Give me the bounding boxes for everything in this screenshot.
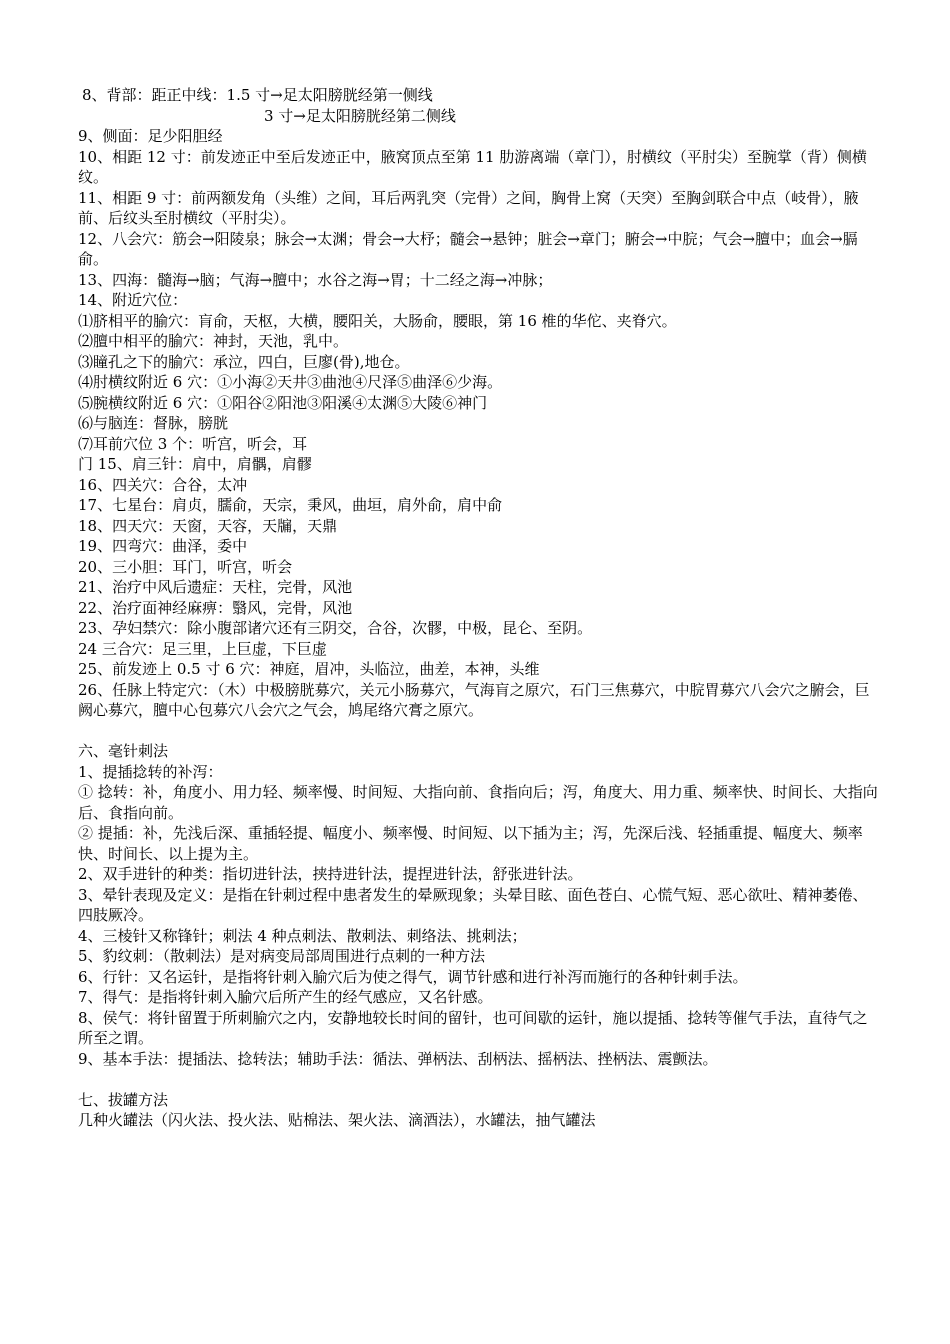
line-needling-twirl: ① 捻转：补，角度小、用力轻、频率慢、时间短、大指向前、食指向后；泻，角度大、用力重、频率快、时间长、大指向后、食指向前。 — [78, 783, 878, 822]
line-22: 22、治疗面神经麻痹：翳风，完骨，风池 — [78, 598, 353, 617]
line-needling-2: 2、双手进针的种类：指切进针法，挟持进针法，提捏进针法，舒张进针法。 — [78, 865, 583, 883]
line-needling-7: 7、得气：是指将针刺入腧穴后所产生的经气感应，又名针感。 — [78, 988, 493, 1006]
line-nearby-4: ⑷肘横纹附近 6 穴：①小海②天井③曲池④尺泽⑤曲泽⑥少海。 — [78, 373, 503, 391]
line-nearby-7: ⑺耳前穴位 3 个：听宫，听会，耳 — [78, 434, 308, 453]
line-nearby-2: ⑵膻中相平的腧穴：神封，天池，乳中。 — [78, 332, 349, 350]
section-gap — [78, 721, 878, 742]
line-needling-lift: ② 提插：补，先浅后深、重插轻提、幅度小、频率慢、时间短、以下插为主；泻，先深后浅、轻插重提、幅度大、频率快、时间长、以上提为主。 — [78, 824, 863, 863]
line-needling-8: 8、侯气：将针留置于所刺腧穴之内，安静地较长时间的留针，也可间歇的运针，施以提插、捻转等催气手法，直待气之所至之谓。 — [78, 1008, 868, 1047]
line-needling-3: 3、晕针表现及定义：是指在针刺过程中患者发生的晕厥现象；头晕目眩、面色苍白、心慌气短、恶心欲吐、精神萎倦、四肢厥冷。 — [78, 885, 868, 924]
line-19: 19、四弯穴：曲泽，委中 — [78, 537, 248, 555]
line-needling-1: 1、提插捻转的补泻： — [78, 762, 223, 781]
line-9-cun: 11、相距 9 寸：前两额发角（头维）之间，耳后两乳突（完骨）之间，胸骨上窝（天突）至胸剑联合中点（岐骨），腋前、后纹头至肘横纹（平肘尖）。 — [78, 188, 859, 227]
line-back-2: 3 寸→足太阳膀胱经第二侧线 — [264, 106, 456, 125]
line-nearby-6: ⑹与脑连：督脉，膀胱 — [78, 414, 229, 432]
line-21: 21、治疗中风后遗症：天柱，完骨，风池 — [78, 578, 353, 596]
line-24: 24 三合穴：足三里，上巨虚，下巨虚 — [78, 639, 327, 658]
line-25: 25、前发迹上 0.5 寸 6 穴：神庭，眉冲，头临泣，曲差，本神，头维 — [78, 660, 540, 678]
line-23: 23、孕妇禁穴：除小腹部诸穴还有三阴交，合谷，次髎，中极，昆仑、至阴。 — [78, 619, 593, 637]
line-needling-5: 5、豹纹刺：（散刺法）是对病变局部周围进行点刺的一种方法 — [78, 947, 486, 965]
line-17: 17、七星台：肩贞，臑俞，天宗，秉风，曲垣，肩外俞，肩中俞 — [78, 496, 503, 514]
line-back-1: 8、背部：距正中线：1.5 寸→足太阳膀胱经第一侧线 — [82, 86, 433, 104]
line-nearby-3: ⑶瞳孔之下的腧穴：承泣，四白，巨廖(骨),地仓。 — [78, 352, 410, 371]
line-four-seas: 13、四海：髓海→脑；气海→膻中；水谷之海→胃；十二经之海→冲脉； — [78, 270, 553, 289]
section-heading-needling: 六、毫针刺法 — [78, 742, 169, 760]
line-20: 20、三小胆：耳门，听宫，听会 — [78, 557, 293, 576]
line-12-cun: 10、相距 12 寸：前发迹正中至后发迹正中，腋窝顶点至第 11 肋游离端（章门），肘横纹（平肘尖）至腕掌（背）侧横纹。 — [78, 147, 867, 186]
line-nearby-heading: 14、附近穴位： — [78, 291, 188, 309]
line-eight-meeting: 12、八会穴：筋会→阳陵泉；脉会→太渊；骨会→大杼；髓会→悬钟；脏会→章门；腑会→中脘；气会→膻中；血会→膈俞。 — [78, 229, 858, 268]
line-needling-9: 9、基本手法：提插法、捻转法；辅助手法：循法、弹柄法、刮柄法、摇柄法、挫柄法、震颤法。 — [78, 1049, 718, 1068]
line-needling-6: 6、行针：又名运针，是指将针刺入腧穴后为使之得气，调节针感和进行补泻而施行的各种针刺手法。 — [78, 967, 748, 986]
line-16: 16、四关穴：合谷，太冲 — [78, 475, 248, 494]
section-heading-cupping: 七、拔罐方法 — [78, 1090, 169, 1109]
line-18: 18、四天穴：天窗，天容，天牖，天鼎 — [78, 516, 338, 535]
line-nearby-1: ⑴脐相平的腧穴：肓俞，天枢，大横，腰阳关，大肠俞，腰眼，第 16 椎的华佗、夹脊穴。 — [78, 311, 677, 330]
line-15: 门 15、肩三针：肩中，肩髃，肩髎 — [78, 455, 312, 473]
line-cupping-methods: 几种火罐法（闪火法、投火法、贴棉法、架火法、滴酒法），水罐法，抽气罐法 — [78, 1111, 596, 1129]
document-body — [78, 85, 878, 1131]
section-gap-2 — [78, 1069, 878, 1090]
line-side: 9、侧面：足少阳胆经 — [78, 127, 223, 145]
line-nearby-5: ⑸腕横纹附近 6 穴：①阳谷②阳池③阳溪④太渊⑤大陵⑥神门 — [78, 393, 488, 412]
line-needling-4: 4、三棱针又称锋针；刺法 4 种点刺法、散刺法、刺络法、挑刺法； — [78, 926, 527, 945]
line-26: 26、任脉上特定穴：（木）中极膀胱募穴，关元小肠募穴，气海肓之原穴，石门三焦募穴，中脘胃募穴八会穴之腑会，巨阙心募穴，膻中心包募穴八会穴之气会，鸠尾络穴膏之原穴。 — [78, 680, 870, 719]
